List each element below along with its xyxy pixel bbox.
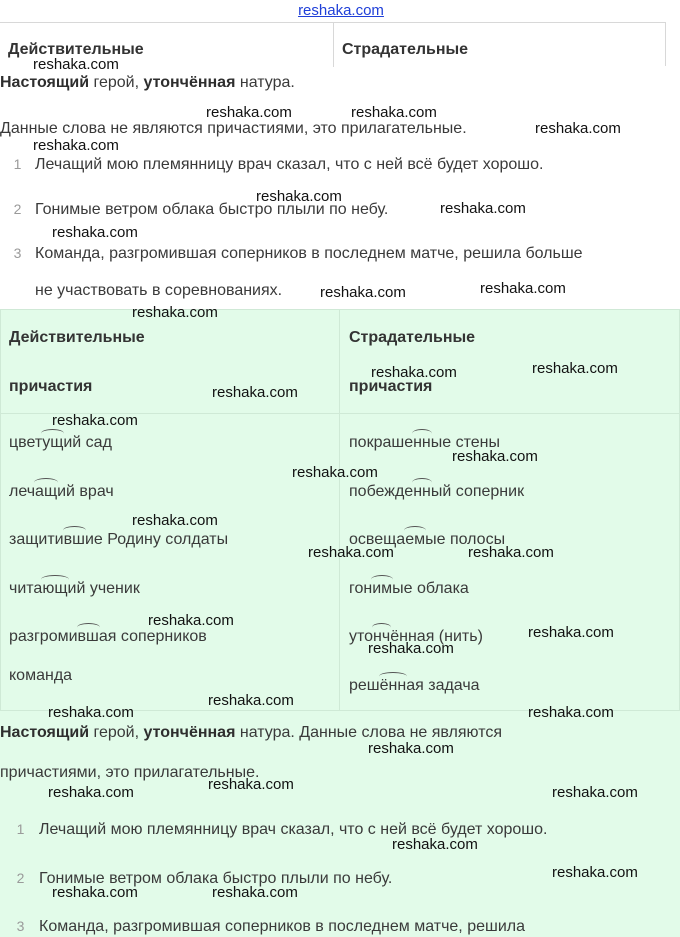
table-head-active: Действительные [9, 329, 145, 346]
watermark: reshaka.com [48, 784, 134, 801]
watermark: reshaka.com [368, 640, 454, 657]
table-head-active-sub: причастия [9, 378, 93, 395]
watermark: reshaka.com [528, 624, 614, 641]
watermark: reshaka.com [132, 512, 218, 529]
watermark: reshaka.com [468, 544, 554, 561]
item-number: 2 [13, 201, 22, 217]
table-cell-active: цветущий сад [9, 434, 112, 451]
list-item: 2 Гонимые ветром облака быстро плыли по небу. [2, 870, 392, 888]
answer-note: причастиями, это прилагательные. [0, 764, 260, 781]
site-link[interactable]: reshaka.com [298, 2, 384, 19]
watermark: reshaka.com [52, 884, 138, 901]
table-head-passive: Страдательные [349, 329, 476, 346]
table-head-passive-sub: причастия [349, 378, 433, 395]
watermark: reshaka.com [208, 692, 294, 709]
watermark: reshaka.com [535, 120, 621, 137]
watermark: reshaka.com [212, 384, 298, 401]
item-number: 1 [13, 156, 22, 172]
watermark: reshaka.com [308, 544, 394, 561]
watermark: reshaka.com [392, 836, 478, 853]
watermark: reshaka.com [532, 360, 618, 377]
table-cell-passive: побежденный соперник [349, 483, 525, 500]
table-cell-active: лечащий врач [9, 483, 114, 500]
watermark: reshaka.com [552, 864, 638, 881]
watermark: reshaka.com [440, 200, 526, 217]
watermark: reshaka.com [452, 448, 538, 465]
item-number: 3 [13, 245, 22, 261]
watermark: reshaka.com [552, 784, 638, 801]
table-cell-active: команда [9, 667, 73, 684]
table-cell-passive: решённая задача [349, 677, 480, 694]
table-cell-passive: утончённая (нить) [349, 628, 483, 645]
header-active: Действительные [8, 41, 144, 58]
answer-line: Настоящий герой, утончённая натура. Данные слова не являются [0, 724, 503, 741]
list-item: 1 Лечащий мою племянницу врач сказал, что с ней всё будет хорошо. [0, 156, 543, 174]
watermark: reshaka.com [320, 284, 406, 301]
site-header [0, 0, 680, 18]
watermark: reshaka.com [148, 612, 234, 629]
table-cell-active: читающий ученик [9, 580, 140, 597]
table-cell-active: разгромившая соперников [9, 628, 207, 645]
table-cell-passive: гонимые облака [349, 580, 469, 597]
watermark: reshaka.com [292, 464, 378, 481]
watermark: reshaka.com [48, 704, 134, 721]
table-cell-passive: освещаемые полосы [349, 531, 506, 548]
answer-note: Данные слова не являются причастиями, это прилагательные. [0, 120, 467, 137]
item-number: 3 [16, 918, 25, 934]
list-item: 1 Лечащий мою племянницу врач сказал, что с ней всё будет хорошо. [2, 821, 547, 839]
list-item: 3 Команда, разгромившая соперников в последнем матче, решила [2, 918, 525, 936]
header-passive: Страдательные [342, 41, 469, 58]
watermark: reshaka.com [33, 137, 119, 154]
header-divider [333, 23, 334, 67]
watermark: reshaka.com [132, 304, 218, 321]
watermark: reshaka.com [368, 740, 454, 757]
answer-line: Настоящий герой, утончённая натура. [0, 74, 295, 91]
item-number: 2 [16, 870, 25, 886]
item-number: 1 [16, 821, 25, 837]
list-item: 2 Гонимые ветром облака быстро плыли по небу. [0, 201, 388, 219]
watermark: reshaka.com [206, 104, 292, 121]
watermark: reshaka.com [480, 280, 566, 297]
watermark: reshaka.com [33, 56, 119, 73]
watermark: reshaka.com [52, 412, 138, 429]
watermark: reshaka.com [371, 364, 457, 381]
watermark: reshaka.com [208, 776, 294, 793]
table-divider [339, 310, 340, 710]
table-cell-passive: покрашенные стены [349, 434, 500, 451]
list-item-continuation: не участвовать в соревнованиях. [35, 282, 283, 299]
watermark: reshaka.com [212, 884, 298, 901]
watermark: reshaka.com [256, 188, 342, 205]
watermark: reshaka.com [52, 224, 138, 241]
watermark: reshaka.com [528, 704, 614, 721]
list-item: 3 Команда, разгромившая соперников в последнем матче, решила больше [0, 245, 583, 263]
table-cell-active: защитившие Родину солдаты [9, 531, 229, 548]
watermark: reshaka.com [351, 104, 437, 121]
